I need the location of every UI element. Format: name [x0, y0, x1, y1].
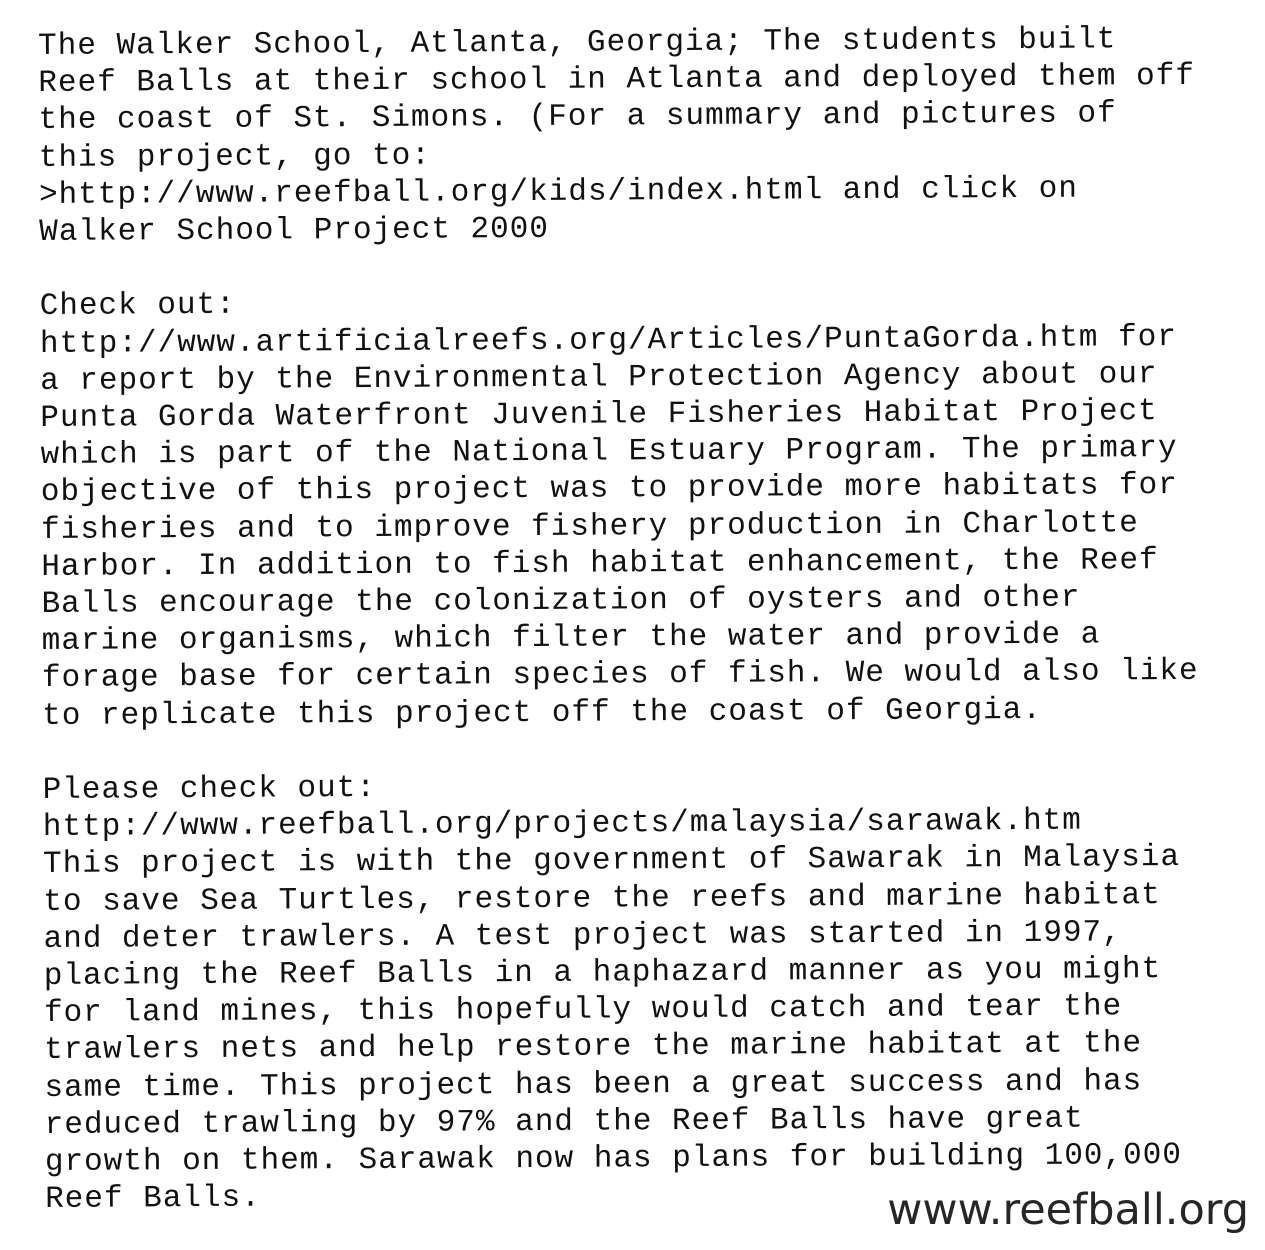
text-line: which is part of the National Estuary Program. The primary [40, 431, 1178, 474]
text-line: marine organisms, which filter the water and provide a [41, 617, 1101, 660]
paragraph-punta-gorda [40, 281, 1265, 735]
document-body [38, 21, 1265, 1219]
text-line: growth on them. Sarawak now has plans for building 100,000 [44, 1138, 1183, 1181]
paragraph-sarawak [43, 765, 1265, 1219]
text-line: Walker School Project 2000 [39, 211, 550, 251]
paragraph-walker-school [38, 21, 1261, 252]
text-line: to save Sea Turtles, restore the reefs and marine habitat [43, 877, 1161, 920]
text-line: The Walker School, Atlanta, Georgia; The students built [38, 22, 1117, 64]
url-line: http://www.reefball.org/projects/malaysia/sarawak.htm [42, 803, 1082, 846]
text-line: reduced trawling by 97% and the Reef Balls have great [44, 1101, 1084, 1143]
text-line: Check out: [39, 288, 236, 325]
text-line: This project is with the government of Sawarak in Malaysia [43, 840, 1181, 883]
text-line: to replicate this project off the coast of Georgia. [42, 692, 1043, 734]
text-line: Punta Gorda Waterfront Juvenile Fisheries Habitat Project [40, 394, 1158, 437]
url-line: >http://www.reefball.org/kids/index.html and click on [38, 171, 1079, 213]
watermark-text: www.reefball.org [887, 1185, 1249, 1235]
url-line: http://www.artificialreefs.org/Articles/PuntaGorda.htm for [39, 319, 1178, 362]
text-line: forage base for certain species of fish. We would also like [41, 654, 1199, 697]
text-line: Harbor. In addition to fish habitat enhancement, the Reef [41, 542, 1159, 585]
text-line: Balls encourage the colonization of oysters and other [41, 580, 1081, 623]
text-line: trawlers nets and help restore the marine habitat at the [44, 1026, 1143, 1069]
text-line: Please check out: [42, 770, 377, 809]
text-line: same time. This project has been a great success and has [44, 1063, 1143, 1106]
text-line: a report by the Environmental Protection Agency about our [40, 356, 1158, 399]
text-line: this project, go to: [38, 138, 431, 176]
text-line: the coast of St. Simons. (For a summary and pictures of [38, 96, 1117, 139]
text-line: Reef Balls at their school in Atlanta and deployed them off [38, 59, 1196, 102]
text-line: fisheries and to improve fishery production in Charlotte [40, 505, 1139, 548]
text-line: Reef Balls. [45, 1180, 261, 1218]
text-line: and deter trawlers. A test project was started in 1997, [43, 915, 1122, 957]
text-line: placing the Reef Balls in a haphazard manner as you might [43, 952, 1162, 995]
text-line: objective of this project was to provide more habitats for [40, 468, 1178, 511]
text-line: for land mines, this hopefully would catch and tear the [43, 989, 1123, 1032]
